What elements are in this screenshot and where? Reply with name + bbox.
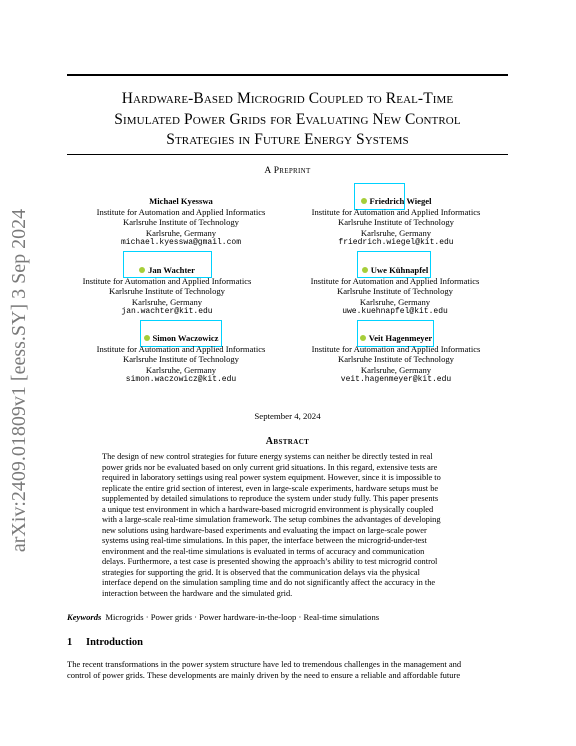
author-affiliation: Institute for Automation and Applied Informatics — [311, 343, 481, 354]
abstract-line: strategies for supporting the grid. It is observed that the communication delays via the physical — [102, 567, 420, 577]
abstract-line: environment and the real-time simulations is evaluated in terms of accuracy and communication — [102, 546, 425, 556]
abstract-line: required in laboratory settings using real power system equipment. However, since it is impossible to — [102, 473, 441, 482]
keywords-text: Microgrids · Power grids · Power hardware-in-the-loop · Real-time simulations — [105, 612, 380, 622]
author-name: Jan Wachter — [148, 265, 195, 275]
abstract-body — [102, 452, 476, 599]
author-email[interactable]: michael.kyesswa@gmail.com — [120, 238, 242, 248]
title-rule-top — [67, 74, 508, 76]
abstract-line: systems using real-time simulations. In this paper, the interface between the microgrid-under-test — [102, 536, 427, 545]
abstract-line: supplemented by detailed simulations to reproduce the system under study fully. This paper presents — [102, 494, 439, 503]
orcid-icon[interactable] — [362, 267, 368, 273]
abstract-line: with a large-scale real-time simulation framework. The setup combines the advantages of developing — [102, 515, 441, 524]
author-institution: Karlsruhe Institute of Technology — [123, 354, 239, 365]
author-email[interactable]: jan.wachter@kit.edu — [121, 307, 213, 317]
author-email[interactable]: veit.hagenmeyer@kit.edu — [340, 375, 452, 385]
author-institution: Karlsruhe Institute of Technology — [338, 217, 454, 228]
arxiv-identifier — [7, 200, 33, 560]
abstract-line: interaction between the hardware and the simulated grid. — [102, 588, 293, 598]
author-location: Karlsruhe, Germany — [360, 364, 432, 375]
body-line: The recent transformations in the power system structure have led to tremendous challenges in the management and — [67, 659, 462, 669]
author-block — [285, 265, 505, 318]
author-name: Friedrich Wiegel — [369, 196, 432, 206]
author-affiliation: Institute for Automation and Applied Informatics — [82, 275, 252, 286]
publication-date: September 4, 2024 — [254, 411, 321, 421]
author-email[interactable]: uwe.kuehnapfel@kit.edu — [342, 307, 448, 317]
orcid-icon[interactable] — [144, 335, 150, 341]
author-name: Michael Kyesswa — [149, 196, 213, 206]
paper-title — [67, 89, 508, 151]
author-affiliation: Institute for Automation and Applied Informatics — [310, 275, 480, 286]
preprint-label: A Preprint — [264, 166, 311, 176]
introduction-text — [67, 659, 508, 681]
abstract-line: interface depend on the simulation sampling time and do not significantly affect the accuracy in the — [102, 578, 436, 587]
title-line: Hardware-Based Microgrid Coupled to Real-Time — [121, 90, 454, 107]
author-name: Uwe Kühnapfel — [370, 265, 429, 275]
abstract-heading: Abstract — [265, 436, 310, 447]
author-block — [286, 333, 506, 386]
body-line: control of power grids. These developments are mainly driven by the need to ensure a reliable and affordable future — [67, 670, 461, 680]
author-affiliation: Institute for Automation and Applied Informatics — [96, 343, 266, 354]
abstract-line: new solutions using hardware-based experiments and evaluating the impact on large-scale power — [102, 525, 427, 535]
author-affiliation: Institute for Automation and Applied Informatics — [96, 206, 266, 217]
section-number: 1 — [67, 637, 73, 648]
arxiv-identifier-text: arXiv:2409.01809v1 [eess.SY] 3 Sep 2024 — [8, 208, 31, 552]
orcid-icon[interactable] — [360, 335, 366, 341]
author-institution: Karlsruhe Institute of Technology — [337, 286, 453, 297]
author-location: Karlsruhe, Germany — [360, 227, 432, 238]
title-rule-bottom — [67, 154, 508, 155]
author-email[interactable]: friedrich.wiegel@kit.edu — [338, 238, 454, 248]
author-location: Karlsruhe, Germany — [145, 364, 217, 375]
author-block — [57, 265, 277, 318]
abstract-line: a unique test environment in which a hardware-based microgrid environment is physically coupled — [102, 504, 434, 514]
abstract-line: replicate the entire grid section of interest, even in large-scale experiments, hardware setups must be — [102, 483, 439, 493]
author-location: Karlsruhe, Germany — [359, 296, 431, 307]
title-line: Simulated Power Grids for Evaluating New Control — [114, 110, 461, 128]
abstract-line: delays. Furthermore, a test case is presented showing the approach’s ability to test microgrid control — [102, 557, 438, 566]
section-heading — [67, 637, 143, 648]
orcid-icon[interactable] — [139, 267, 145, 273]
keywords-label: Keywords — [67, 612, 102, 622]
orcid-icon[interactable] — [361, 198, 367, 204]
author-institution: Karlsruhe Institute of Technology — [109, 286, 225, 297]
section-title: Introduction — [86, 637, 143, 648]
author-block — [71, 196, 291, 249]
title-line: Strategies in Future Energy Systems — [166, 131, 409, 148]
abstract-line: The design of new control strategies for future energy systems can neither be directly tested in real — [102, 452, 433, 461]
author-name: Veit Hagenmeyer — [368, 333, 433, 343]
author-email[interactable]: simon.waczowicz@kit.edu — [125, 375, 237, 385]
author-block — [286, 196, 506, 249]
author-location: Karlsruhe, Germany — [145, 227, 217, 238]
keywords — [67, 612, 379, 622]
author-block — [71, 333, 291, 386]
abstract-line: power grids nor be evaluated based on only current grid situations. In this regard, extensive tests are — [102, 462, 438, 472]
author-affiliation: Institute for Automation and Applied Informatics — [311, 206, 481, 217]
author-institution: Karlsruhe Institute of Technology — [123, 217, 239, 228]
author-location: Karlsruhe, Germany — [131, 296, 203, 307]
author-institution: Karlsruhe Institute of Technology — [338, 354, 454, 365]
author-name: Simon Waczowicz — [152, 333, 219, 343]
